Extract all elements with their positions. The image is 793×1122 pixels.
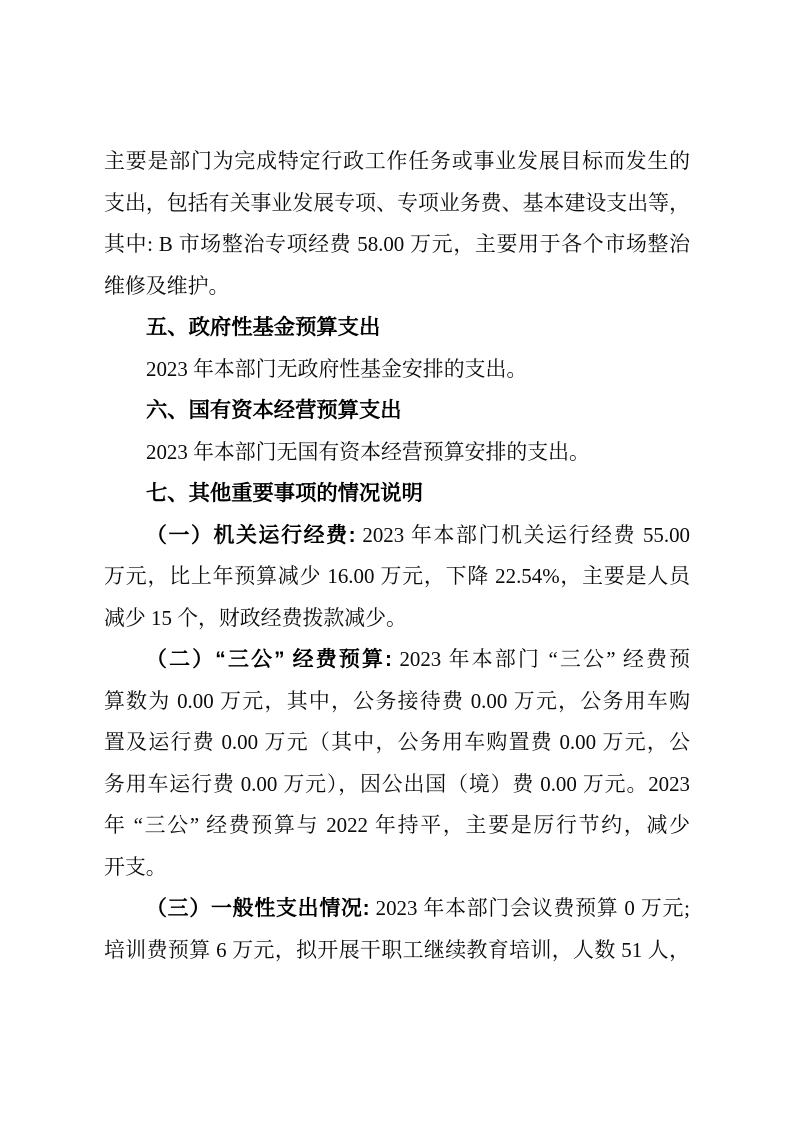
text-line — [104, 764, 690, 806]
text-line — [104, 681, 690, 723]
text-line — [104, 639, 690, 681]
text-run: 开支。 — [104, 854, 167, 879]
text-run: 算数为 0.00 万元，其中，公务接待费 0.00 万元，公务用车购 — [104, 688, 690, 713]
text-line — [104, 141, 690, 183]
section-heading-govt-fund — [104, 307, 690, 349]
item-lead-three-public-funds: （二）“三公” 经费预算: — [146, 648, 393, 671]
page-text — [104, 141, 690, 971]
text-line — [104, 349, 690, 391]
text-line — [104, 888, 690, 930]
item-lead-agency-operating: （一）机关运行经费: — [146, 523, 356, 547]
text-run: 减少 15 个，财政经费拨款减少。 — [104, 605, 407, 630]
item-lead-general-expenditure: （三）一般性支出情况: — [146, 897, 370, 920]
text-run: 务用车运行费 0.00 万元），因公出国（境）费 0.00 万元。2023 — [104, 771, 690, 796]
text-run: 2023 年本部门机关运行经费 55.00 — [355, 522, 690, 547]
text-run: 2023 年本部门会议费预算 0 万元; — [369, 896, 690, 920]
text-run: 年 “三公” 经费预算与 2022 年持平，主要是厉行节约，减少 — [104, 813, 690, 837]
text-run: 培训费预算 6 万元，拟开展干职工继续教育培训，人数 51 人， — [104, 937, 690, 962]
text-line — [104, 598, 690, 640]
heading-text: 六、国有资本经营预算支出 — [146, 398, 402, 422]
section-heading-state-capital — [104, 390, 690, 432]
text-line — [104, 556, 690, 598]
text-line — [104, 722, 690, 764]
text-line — [104, 515, 690, 557]
text-run: 主要是部门为完成特定行政工作任务或事业发展目标而发生的 — [104, 149, 690, 173]
text-line — [104, 432, 690, 474]
heading-text: 五、政府性基金预算支出 — [146, 315, 381, 339]
text-run: 支出，包括有关事业发展专项、专项业务费、基本建设支出等， — [104, 190, 690, 215]
heading-text: 七、其他重要事项的情况说明 — [146, 481, 423, 505]
text-run: 2023 年本部门 “三公” 经费预 — [392, 647, 691, 671]
text-line — [104, 266, 690, 308]
section-heading-other-matters — [104, 473, 690, 515]
text-line — [104, 930, 690, 972]
text-run: 其中: B 市场整治专项经费 58.00 万元，主要用于各个市场整治 — [104, 232, 690, 256]
text-line — [104, 847, 690, 889]
text-line — [104, 183, 690, 225]
text-line — [104, 805, 690, 847]
text-run: 2023 年本部门无政府性基金安排的支出。 — [146, 356, 528, 381]
text-run: 置及运行费 0.00 万元（其中，公务用车购置费 0.00 万元，公 — [104, 730, 690, 754]
text-line — [104, 224, 690, 266]
text-run: 万元，比上年预算减少 16.00 万元，下降 22.54%，主要是人员 — [104, 564, 690, 588]
text-run: 2023 年本部门无国有资本经营预算安排的支出。 — [146, 439, 590, 464]
text-run: 维修及维护。 — [104, 273, 230, 298]
